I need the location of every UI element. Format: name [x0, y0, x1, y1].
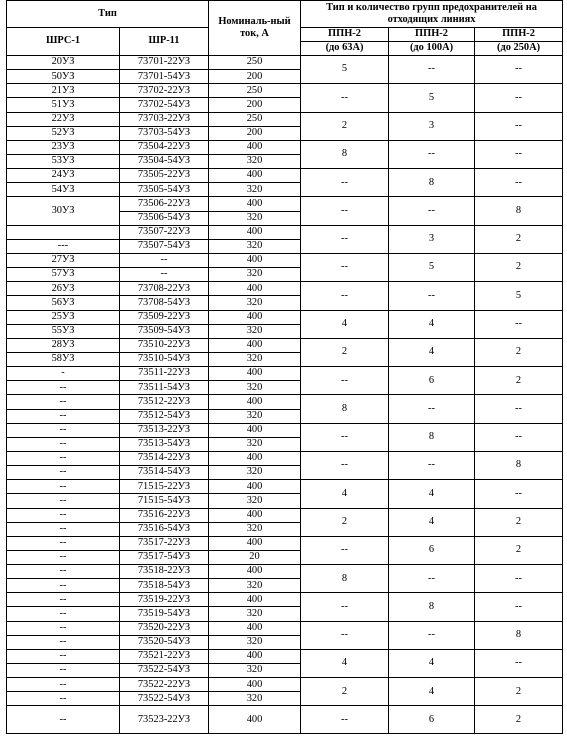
cell-ppn-63: 4 [301, 649, 389, 677]
cell-nominal-current: 320 [209, 409, 301, 423]
cell-nominal-current: 400 [209, 451, 301, 465]
cell-ppn-63: -- [301, 169, 389, 197]
table-row [7, 140, 563, 154]
cell-shr: 73708-22УЗ [120, 282, 209, 296]
cell-shrs [7, 225, 120, 239]
cell-ppn-250: -- [475, 140, 563, 168]
cell-ppn-63: 8 [301, 565, 389, 593]
cell-shr: 73702-22УЗ [120, 84, 209, 98]
cell-ppn-100: 3 [389, 112, 475, 140]
cell-ppn-250: -- [475, 310, 563, 338]
cell-shrs: 26УЗ [7, 282, 120, 296]
cell-shrs: - [7, 367, 120, 381]
table-row [7, 451, 563, 465]
cell-shrs: -- [7, 466, 120, 480]
cell-shrs: 56УЗ [7, 296, 120, 310]
cell-ppn-250: -- [475, 56, 563, 84]
cell-shr: 71515-22УЗ [120, 480, 209, 494]
cell-shr: 73703-22УЗ [120, 112, 209, 126]
cell-nominal-current: 400 [209, 621, 301, 635]
cell-ppn-100: -- [389, 140, 475, 168]
cell-shr: -- [120, 253, 209, 267]
cell-nominal-current: 400 [209, 197, 301, 211]
cell-shrs: -- [7, 494, 120, 508]
header-ppn-250: ППН-2 [475, 28, 563, 42]
cell-shr: 73509-54УЗ [120, 324, 209, 338]
cell-shrs: 22УЗ [7, 112, 120, 126]
cell-shr: 73509-22УЗ [120, 310, 209, 324]
cell-ppn-100: 4 [389, 338, 475, 366]
cell-ppn-63: 5 [301, 56, 389, 84]
table-row [7, 480, 563, 494]
cell-ppn-63: -- [301, 253, 389, 281]
cell-nominal-current: 320 [209, 437, 301, 451]
cell-shrs: -- [7, 593, 120, 607]
cell-nominal-current: 320 [209, 239, 301, 253]
cell-shrs: 27УЗ [7, 253, 120, 267]
table-row [7, 678, 563, 692]
cell-ppn-63: 2 [301, 508, 389, 536]
cell-nominal-current: 400 [209, 225, 301, 239]
cell-ppn-250: 8 [475, 197, 563, 225]
cell-nominal-current: 20 [209, 550, 301, 564]
cell-ppn-100: -- [389, 197, 475, 225]
cell-nominal-current: 320 [209, 635, 301, 649]
table-row [7, 84, 563, 98]
cell-shr: 73507-22УЗ [120, 225, 209, 239]
cell-nominal-current: 320 [209, 324, 301, 338]
cell-shr: 73701-54УЗ [120, 70, 209, 84]
cell-nominal-current: 250 [209, 56, 301, 70]
cell-shrs: --- [7, 239, 120, 253]
cell-nominal-current: 400 [209, 310, 301, 324]
cell-ppn-100: 8 [389, 423, 475, 451]
cell-shr: 73513-22УЗ [120, 423, 209, 437]
cell-ppn-100: 6 [389, 536, 475, 564]
cell-shr: 73505-54УЗ [120, 183, 209, 197]
cell-ppn-250: 2 [475, 367, 563, 395]
table-row [7, 649, 563, 663]
cell-nominal-current: 400 [209, 253, 301, 267]
cell-nominal-current: 200 [209, 126, 301, 140]
cell-shrs: -- [7, 508, 120, 522]
cell-ppn-250: -- [475, 423, 563, 451]
cell-shrs: -- [7, 565, 120, 579]
cell-shrs: 25УЗ [7, 310, 120, 324]
table-row [7, 536, 563, 550]
cell-nominal-current: 400 [209, 395, 301, 409]
cell-ppn-63: -- [301, 706, 389, 734]
cell-shr: 73512-54УЗ [120, 409, 209, 423]
table-row [7, 197, 563, 211]
cell-shr: 73522-22УЗ [120, 678, 209, 692]
cell-shr: 73510-54УЗ [120, 352, 209, 366]
cell-shrs: 57УЗ [7, 268, 120, 282]
cell-shr: 73520-54УЗ [120, 635, 209, 649]
cell-nominal-current: 400 [209, 367, 301, 381]
header-ppn-100-sub: (до 100А) [389, 42, 475, 56]
cell-ppn-250: 2 [475, 253, 563, 281]
fuse-distribution-table [6, 0, 563, 734]
table-row [7, 367, 563, 381]
cell-shr: 73517-54УЗ [120, 550, 209, 564]
cell-shr: 73522-54УЗ [120, 664, 209, 678]
header-ppn-63: ППН-2 [301, 28, 389, 42]
cell-nominal-current: 320 [209, 211, 301, 225]
cell-ppn-250: 5 [475, 282, 563, 310]
cell-shr: 73505-22УЗ [120, 169, 209, 183]
header-nominal-current: Номиналь-ный ток, А [209, 1, 301, 56]
cell-ppn-250: -- [475, 649, 563, 677]
table-row [7, 310, 563, 324]
cell-nominal-current: 320 [209, 381, 301, 395]
cell-nominal-current: 320 [209, 466, 301, 480]
cell-ppn-250: 8 [475, 621, 563, 649]
cell-ppn-63: -- [301, 621, 389, 649]
cell-ppn-63: -- [301, 197, 389, 225]
cell-shr: 73518-54УЗ [120, 579, 209, 593]
cell-nominal-current: 400 [209, 593, 301, 607]
cell-ppn-100: -- [389, 451, 475, 479]
cell-ppn-100: -- [389, 282, 475, 310]
cell-shrs: 53УЗ [7, 154, 120, 168]
cell-shr: 73514-22УЗ [120, 451, 209, 465]
cell-ppn-63: -- [301, 84, 389, 112]
table-body [7, 56, 563, 734]
header-ppn-63-sub: (до 63А) [301, 42, 389, 56]
table-row [7, 253, 563, 267]
cell-ppn-63: 2 [301, 678, 389, 706]
cell-ppn-100: 4 [389, 678, 475, 706]
cell-shrs: -- [7, 664, 120, 678]
cell-nominal-current: 320 [209, 494, 301, 508]
cell-nominal-current: 320 [209, 664, 301, 678]
cell-ppn-100: 6 [389, 706, 475, 734]
cell-nominal-current: 400 [209, 169, 301, 183]
header-shr: ШР-11 [120, 28, 209, 56]
cell-ppn-100: 4 [389, 480, 475, 508]
cell-shr: 73511-54УЗ [120, 381, 209, 395]
cell-shr: 73519-54УЗ [120, 607, 209, 621]
header-fuse-group: Тип и количество групп предохранителей на отходящих линиях [301, 1, 563, 28]
cell-ppn-250: 2 [475, 678, 563, 706]
cell-ppn-250: -- [475, 84, 563, 112]
cell-shr: 73518-22УЗ [120, 565, 209, 579]
cell-shrs: -- [7, 607, 120, 621]
cell-shrs: -- [7, 423, 120, 437]
cell-shr: 71515-54УЗ [120, 494, 209, 508]
cell-shrs: 51УЗ [7, 98, 120, 112]
table-row [7, 169, 563, 183]
cell-shrs: 20УЗ [7, 56, 120, 70]
cell-shrs: 28УЗ [7, 338, 120, 352]
cell-ppn-100: 8 [389, 593, 475, 621]
cell-shr: 73522-54УЗ [120, 692, 209, 706]
cell-shr: 73504-54УЗ [120, 154, 209, 168]
cell-nominal-current: 400 [209, 282, 301, 296]
cell-nominal-current: 400 [209, 649, 301, 663]
cell-nominal-current: 320 [209, 183, 301, 197]
cell-shr: -- [120, 268, 209, 282]
cell-ppn-63: 4 [301, 310, 389, 338]
cell-nominal-current: 320 [209, 607, 301, 621]
cell-nominal-current: 250 [209, 84, 301, 98]
cell-shrs: -- [7, 678, 120, 692]
cell-nominal-current: 400 [209, 565, 301, 579]
cell-shrs: -- [7, 451, 120, 465]
cell-ppn-63: 2 [301, 112, 389, 140]
cell-ppn-100: 5 [389, 84, 475, 112]
table-row [7, 508, 563, 522]
cell-shr: 73701-22УЗ [120, 56, 209, 70]
cell-ppn-250: -- [475, 112, 563, 140]
cell-shrs: -- [7, 409, 120, 423]
cell-ppn-100: 4 [389, 310, 475, 338]
cell-shr: 73517-22УЗ [120, 536, 209, 550]
cell-ppn-250: 2 [475, 338, 563, 366]
cell-nominal-current: 400 [209, 423, 301, 437]
cell-shrs: 52УЗ [7, 126, 120, 140]
cell-ppn-63: 2 [301, 338, 389, 366]
cell-shr: 73511-22УЗ [120, 367, 209, 381]
cell-shr: 73516-54УЗ [120, 522, 209, 536]
table-row [7, 423, 563, 437]
cell-nominal-current: 400 [209, 678, 301, 692]
cell-ppn-250: -- [475, 565, 563, 593]
cell-shrs: 54УЗ [7, 183, 120, 197]
cell-ppn-100: -- [389, 56, 475, 84]
cell-shrs: -- [7, 550, 120, 564]
cell-shrs: 58УЗ [7, 352, 120, 366]
cell-shrs: -- [7, 395, 120, 409]
cell-shrs: -- [7, 437, 120, 451]
cell-shrs: -- [7, 706, 120, 734]
cell-shrs: 21УЗ [7, 84, 120, 98]
table-row [7, 338, 563, 352]
table-row [7, 225, 563, 239]
cell-shr: 73708-54УЗ [120, 296, 209, 310]
cell-shr: 73514-54УЗ [120, 466, 209, 480]
cell-nominal-current: 400 [209, 536, 301, 550]
cell-ppn-63: -- [301, 536, 389, 564]
cell-nominal-current: 400 [209, 140, 301, 154]
cell-ppn-100: 4 [389, 649, 475, 677]
cell-nominal-current: 200 [209, 98, 301, 112]
cell-ppn-250: -- [475, 480, 563, 508]
cell-shrs: -- [7, 621, 120, 635]
cell-shrs: -- [7, 692, 120, 706]
cell-shrs: 30УЗ [7, 197, 120, 225]
cell-nominal-current: 320 [209, 692, 301, 706]
cell-ppn-250: 8 [475, 451, 563, 479]
cell-ppn-250: -- [475, 593, 563, 621]
cell-nominal-current: 400 [209, 508, 301, 522]
cell-shrs: -- [7, 635, 120, 649]
cell-ppn-63: -- [301, 282, 389, 310]
cell-ppn-250: -- [475, 169, 563, 197]
cell-shrs: 55УЗ [7, 324, 120, 338]
cell-ppn-250: 2 [475, 225, 563, 253]
cell-shrs: 50УЗ [7, 70, 120, 84]
cell-ppn-100: -- [389, 395, 475, 423]
cell-shrs: -- [7, 381, 120, 395]
cell-ppn-250: 2 [475, 536, 563, 564]
cell-ppn-250: 2 [475, 508, 563, 536]
table-row [7, 56, 563, 70]
cell-shr: 73519-22УЗ [120, 593, 209, 607]
cell-nominal-current: 320 [209, 154, 301, 168]
cell-shrs: 23УЗ [7, 140, 120, 154]
cell-shr: 73507-54УЗ [120, 239, 209, 253]
cell-ppn-100: 8 [389, 169, 475, 197]
cell-ppn-100: -- [389, 565, 475, 593]
cell-nominal-current: 400 [209, 706, 301, 734]
cell-ppn-63: -- [301, 423, 389, 451]
cell-shr: 73512-22УЗ [120, 395, 209, 409]
cell-shr: 73516-22УЗ [120, 508, 209, 522]
cell-shr: 73520-22УЗ [120, 621, 209, 635]
table-row [7, 593, 563, 607]
cell-nominal-current: 400 [209, 338, 301, 352]
cell-ppn-250: 2 [475, 706, 563, 734]
cell-shrs: -- [7, 522, 120, 536]
table-row [7, 565, 563, 579]
cell-nominal-current: 320 [209, 579, 301, 593]
cell-shr: 73506-22УЗ [120, 197, 209, 211]
cell-ppn-63: -- [301, 593, 389, 621]
cell-shr: 73510-22УЗ [120, 338, 209, 352]
cell-ppn-63: -- [301, 225, 389, 253]
cell-ppn-63: 8 [301, 140, 389, 168]
table-row [7, 395, 563, 409]
cell-shr: 73523-22УЗ [120, 706, 209, 734]
header-type: Тип [7, 1, 209, 28]
table-row [7, 282, 563, 296]
cell-nominal-current: 320 [209, 522, 301, 536]
table-row [7, 112, 563, 126]
cell-shrs: -- [7, 579, 120, 593]
cell-ppn-63: 8 [301, 395, 389, 423]
cell-shr: 73504-22УЗ [120, 140, 209, 154]
header-shrs: ШРС-1 [7, 28, 120, 56]
cell-ppn-63: -- [301, 451, 389, 479]
cell-ppn-100: 3 [389, 225, 475, 253]
cell-ppn-100: 4 [389, 508, 475, 536]
cell-nominal-current: 200 [209, 70, 301, 84]
cell-nominal-current: 400 [209, 480, 301, 494]
cell-ppn-100: -- [389, 621, 475, 649]
cell-ppn-63: -- [301, 367, 389, 395]
cell-ppn-250: -- [475, 395, 563, 423]
header-ppn-250-sub: (до 250А) [475, 42, 563, 56]
cell-nominal-current: 250 [209, 112, 301, 126]
cell-nominal-current: 320 [209, 296, 301, 310]
cell-ppn-100: 5 [389, 253, 475, 281]
cell-shr: 73506-54УЗ [120, 211, 209, 225]
cell-nominal-current: 320 [209, 352, 301, 366]
cell-shrs: -- [7, 649, 120, 663]
cell-shr: 73513-54УЗ [120, 437, 209, 451]
cell-shrs: -- [7, 480, 120, 494]
table-row [7, 621, 563, 635]
table-row [7, 706, 563, 734]
header-ppn-100: ППН-2 [389, 28, 475, 42]
cell-shr: 73703-54УЗ [120, 126, 209, 140]
cell-ppn-100: 6 [389, 367, 475, 395]
cell-ppn-63: 4 [301, 480, 389, 508]
cell-nominal-current: 320 [209, 268, 301, 282]
cell-shrs: 24УЗ [7, 169, 120, 183]
cell-shr: 73521-22УЗ [120, 649, 209, 663]
cell-shr: 73702-54УЗ [120, 98, 209, 112]
cell-shrs: -- [7, 536, 120, 550]
